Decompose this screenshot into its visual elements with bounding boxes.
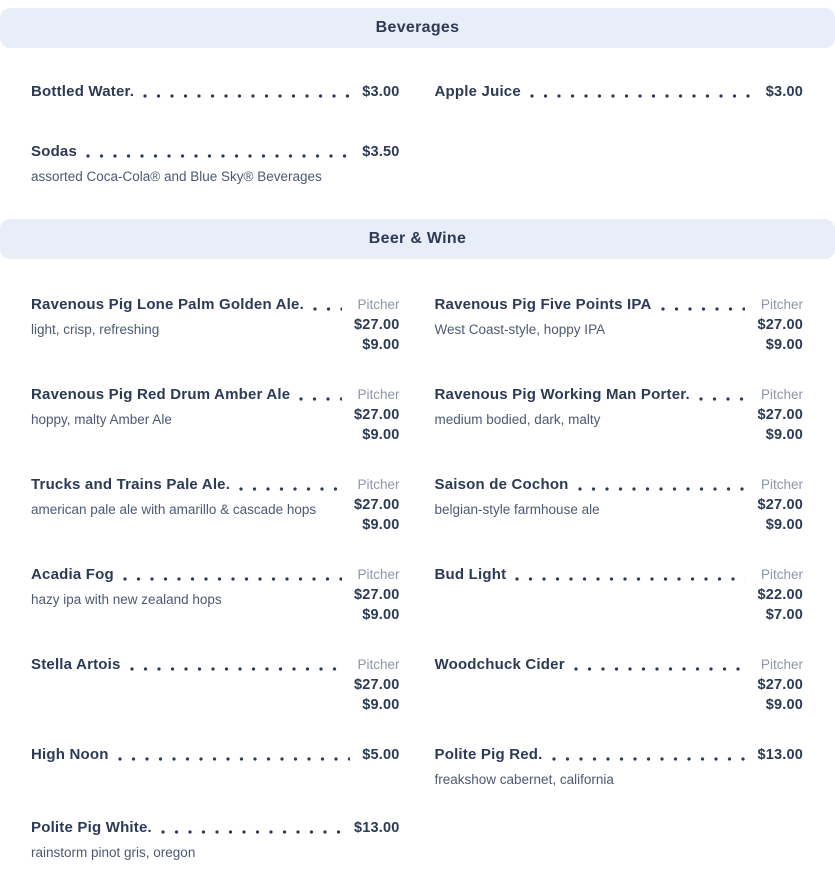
menu-item-red-drum-amber-ale	[31, 385, 400, 445]
item-price-pitcher: $27.00	[757, 317, 803, 333]
item-main	[31, 385, 342, 428]
name-row	[31, 745, 350, 765]
beer-wine-grid	[0, 259, 835, 861]
item-name: Bottled Water.	[31, 83, 135, 100]
item-price: $13.00	[757, 747, 803, 763]
item-price-glass: $9.00	[765, 337, 803, 353]
item-price: $3.00	[765, 84, 803, 100]
name-row	[435, 745, 746, 765]
item-price-pitcher: $27.00	[757, 497, 803, 513]
menu-item-woodchuck-cider	[435, 655, 804, 715]
dotted-leader	[123, 565, 342, 585]
item-price-pitcher: $27.00	[353, 587, 400, 603]
item-price-glass: $9.00	[362, 697, 400, 713]
item-price-glass: $7.00	[765, 607, 803, 623]
price-size-label: Pitcher	[357, 297, 400, 312]
section-header-beer-wine	[0, 219, 835, 259]
item-name: Ravenous Pig Five Points IPA	[434, 296, 652, 313]
item-name: Woodchuck Cider	[434, 656, 565, 673]
item-name: Saison de Cochon	[434, 476, 569, 493]
item-main	[31, 655, 342, 675]
beverages-grid	[0, 48, 835, 219]
price-size-label: Pitcher	[760, 567, 803, 582]
item-main	[435, 565, 746, 585]
item-main	[31, 142, 350, 185]
item-price-glass: $9.00	[765, 517, 803, 533]
dotted-leader	[661, 295, 746, 315]
item-price-pitcher: $27.00	[353, 497, 400, 513]
item-price: $5.00	[362, 747, 400, 763]
item-name: Polite Pig White.	[31, 819, 152, 836]
price-block	[362, 745, 399, 765]
name-row	[31, 82, 350, 102]
dotted-leader	[299, 385, 342, 405]
section-title: Beer & Wine	[368, 230, 467, 247]
menu-item-apple-juice	[435, 82, 804, 102]
dotted-leader	[699, 385, 746, 405]
dotted-leader	[574, 655, 746, 675]
item-description: assorted Coca-Cola® and Blue Sky® Beverages	[31, 169, 322, 184]
price-block	[757, 475, 803, 535]
item-name: Trucks and Trains Pale Ale.	[31, 476, 231, 493]
item-main	[435, 745, 746, 788]
price-size-label: Pitcher	[357, 567, 400, 582]
price-block	[757, 295, 803, 355]
dotted-leader	[86, 142, 350, 162]
dotted-leader	[530, 82, 754, 102]
price-block	[354, 475, 400, 535]
price-size-label: Pitcher	[760, 297, 803, 312]
price-size-label: Pitcher	[760, 387, 803, 402]
menu-item-five-points-ipa	[435, 295, 804, 355]
price-size-label: Pitcher	[760, 477, 803, 492]
dotted-leader	[313, 295, 342, 315]
name-row	[435, 655, 746, 675]
item-main	[31, 295, 342, 338]
item-description: hoppy, malty Amber Ale	[31, 412, 172, 427]
dotted-leader	[552, 745, 746, 765]
item-description: medium bodied, dark, malty	[434, 412, 601, 427]
menu-item-bottled-water	[31, 82, 400, 102]
item-name: Ravenous Pig Working Man Porter.	[434, 386, 690, 403]
item-price-glass: $9.00	[362, 607, 400, 623]
price-size-label: Pitcher	[357, 477, 400, 492]
name-row	[435, 565, 746, 585]
menu-item-lone-palm-golden-ale	[31, 295, 400, 355]
item-price-glass: $9.00	[362, 427, 400, 443]
item-main	[31, 475, 342, 518]
price-block	[354, 655, 400, 715]
dotted-leader	[578, 475, 746, 495]
item-main	[435, 82, 754, 102]
name-row	[31, 475, 342, 495]
dotted-leader	[130, 655, 342, 675]
menu-item-stella-artois	[31, 655, 400, 715]
section-title: Beverages	[375, 19, 460, 36]
item-name: Sodas	[31, 143, 78, 160]
item-main	[31, 745, 350, 765]
item-price-pitcher: $27.00	[757, 407, 803, 423]
item-description: freakshow cabernet, california	[434, 772, 614, 787]
item-name: Stella Artois	[31, 656, 121, 673]
dotted-leader	[118, 745, 351, 765]
item-name: Apple Juice	[434, 83, 521, 100]
item-description: West Coast-style, hoppy IPA	[434, 322, 606, 337]
item-price-glass: $9.00	[765, 697, 803, 713]
menu-item-working-man-porter	[435, 385, 804, 445]
item-main	[31, 818, 342, 861]
item-price-glass: $9.00	[765, 427, 803, 443]
item-name: Acadia Fog	[31, 566, 114, 583]
item-price-pitcher: $27.00	[757, 677, 803, 693]
menu-item-saison-de-cochon	[435, 475, 804, 535]
name-row	[31, 295, 342, 315]
item-description: american pale ale with amarillo & cascade hops	[31, 502, 317, 517]
item-description: hazy ipa with new zealand hops	[31, 592, 222, 607]
name-row	[31, 655, 342, 675]
price-block	[766, 82, 803, 102]
price-block	[362, 82, 399, 102]
item-name: Ravenous Pig Lone Palm Golden Ale.	[31, 296, 304, 313]
item-name: Polite Pig Red.	[434, 746, 543, 763]
price-block	[354, 295, 400, 355]
item-price: $3.50	[362, 144, 400, 160]
item-price-pitcher: $22.00	[757, 587, 803, 603]
price-block	[354, 818, 400, 838]
menu-item-bud-light	[435, 565, 804, 625]
price-size-label: Pitcher	[357, 387, 400, 402]
item-price-pitcher: $27.00	[353, 407, 400, 423]
dotted-leader	[239, 475, 342, 495]
item-price: $3.00	[362, 84, 400, 100]
menu-item-trucks-and-trains-pale-ale	[31, 475, 400, 535]
name-row	[435, 385, 746, 405]
price-block	[757, 655, 803, 715]
menu-item-polite-pig-white	[31, 818, 400, 861]
menu-item-sodas	[31, 142, 400, 185]
name-row	[435, 82, 754, 102]
dotted-leader	[515, 565, 745, 585]
item-main	[435, 385, 746, 428]
item-name: Ravenous Pig Red Drum Amber Ale	[31, 386, 291, 403]
price-block	[757, 745, 803, 765]
name-row	[31, 818, 342, 838]
name-row	[31, 142, 350, 162]
price-block	[757, 565, 803, 625]
item-main	[435, 655, 746, 675]
price-block	[354, 565, 400, 625]
name-row	[31, 385, 342, 405]
item-price: $13.00	[353, 820, 400, 836]
item-price-glass: $9.00	[362, 517, 400, 533]
name-row	[31, 565, 342, 585]
section-header-beverages	[0, 8, 835, 48]
item-price-pitcher: $27.00	[353, 317, 400, 333]
item-name: High Noon	[31, 746, 109, 763]
price-size-label: Pitcher	[760, 657, 803, 672]
menu-item-high-noon	[31, 745, 400, 765]
item-main	[31, 565, 342, 608]
item-price-glass: $9.00	[362, 337, 400, 353]
item-main	[31, 82, 350, 102]
item-price-pitcher: $27.00	[353, 677, 400, 693]
menu-item-polite-pig-red	[435, 745, 804, 788]
item-description: belgian-style farmhouse ale	[434, 502, 600, 517]
price-block	[757, 385, 803, 445]
name-row	[435, 295, 746, 315]
price-size-label: Pitcher	[357, 657, 400, 672]
dotted-leader	[161, 818, 342, 838]
dotted-leader	[143, 82, 350, 102]
price-block	[354, 385, 400, 445]
item-description: light, crisp, refreshing	[31, 322, 160, 337]
price-block	[362, 142, 399, 162]
menu-item-acadia-fog	[31, 565, 400, 625]
item-name: Bud Light	[434, 566, 507, 583]
item-description: rainstorm pinot gris, oregon	[31, 845, 196, 860]
item-main	[435, 295, 746, 338]
name-row	[435, 475, 746, 495]
item-main	[435, 475, 746, 518]
